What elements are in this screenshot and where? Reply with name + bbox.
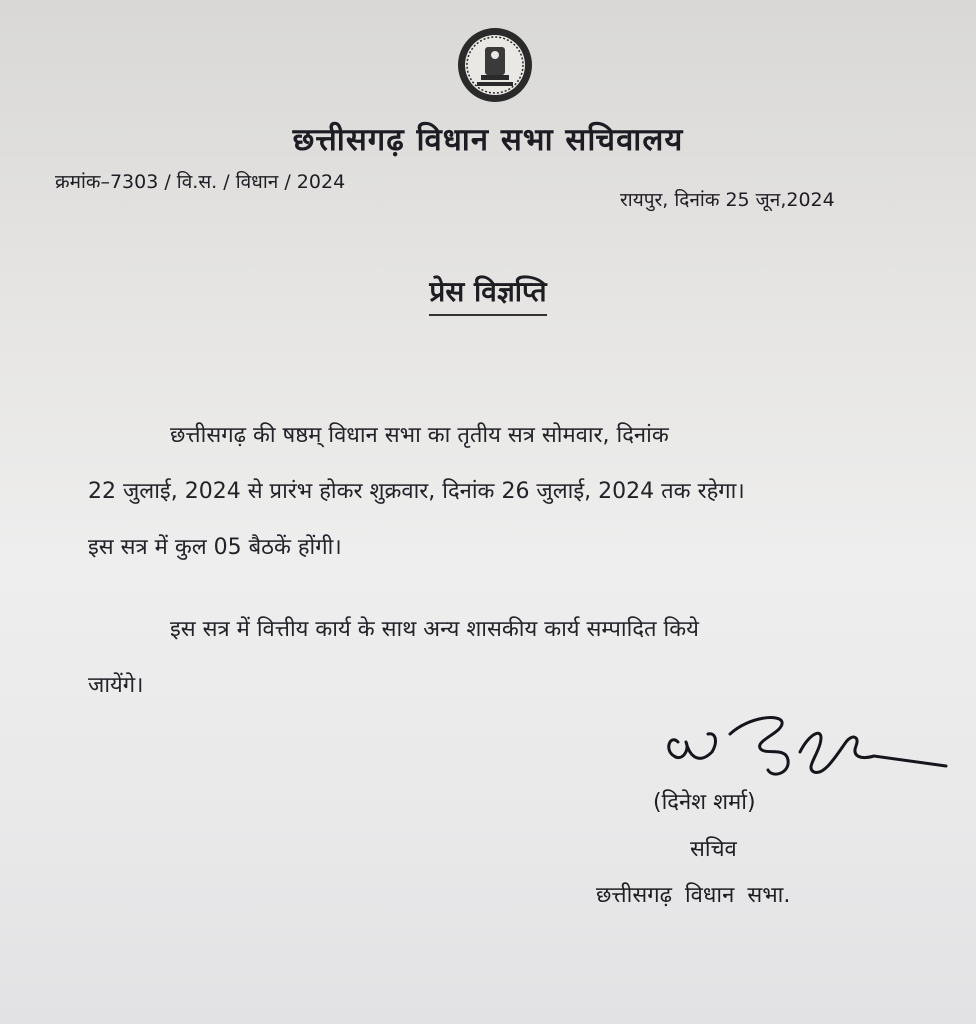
- signatory-organization: छत्तीसगढ़ विधान सभा.: [596, 883, 791, 908]
- signatory-name: (दिनेश शर्मा): [653, 790, 756, 815]
- signatory-title: सचिव: [690, 837, 737, 862]
- office-title: छत्तीसगढ़ विधान सभा सचिवालय: [292, 122, 684, 158]
- document-heading-text: प्रेस विज्ञप्ति: [429, 272, 546, 316]
- body-paragraph-2: [88, 602, 888, 714]
- document-heading: [0, 272, 976, 316]
- place-and-date: रायपुर, दिनांक 25 जून,2024: [620, 189, 835, 211]
- paragraph-line: छत्तीसगढ़ की षष्ठम् विधान सभा का तृतीय सत्र सोमवार, दिनांक: [170, 423, 669, 448]
- handwritten-signature: [660, 712, 950, 782]
- body-paragraph-1: [88, 408, 888, 576]
- paragraph-line: इस सत्र में कुल 05 बैठकें होंगी।: [88, 535, 342, 560]
- legislature-emblem-icon: [452, 25, 538, 105]
- paragraph-line: इस सत्र में वित्तीय कार्य के साथ अन्य शासकीय कार्य सम्पादित किये: [170, 617, 699, 642]
- paragraph-line: जायेंगे।: [88, 673, 144, 698]
- reference-number: क्रमांक–7303 / वि.स. / विधान / 2024: [55, 171, 346, 193]
- paragraph-line: 22 जुलाई, 2024 से प्रारंभ होकर शुक्रवार, दिनांक 26 जुलाई, 2024 तक रहेगा।: [88, 479, 745, 504]
